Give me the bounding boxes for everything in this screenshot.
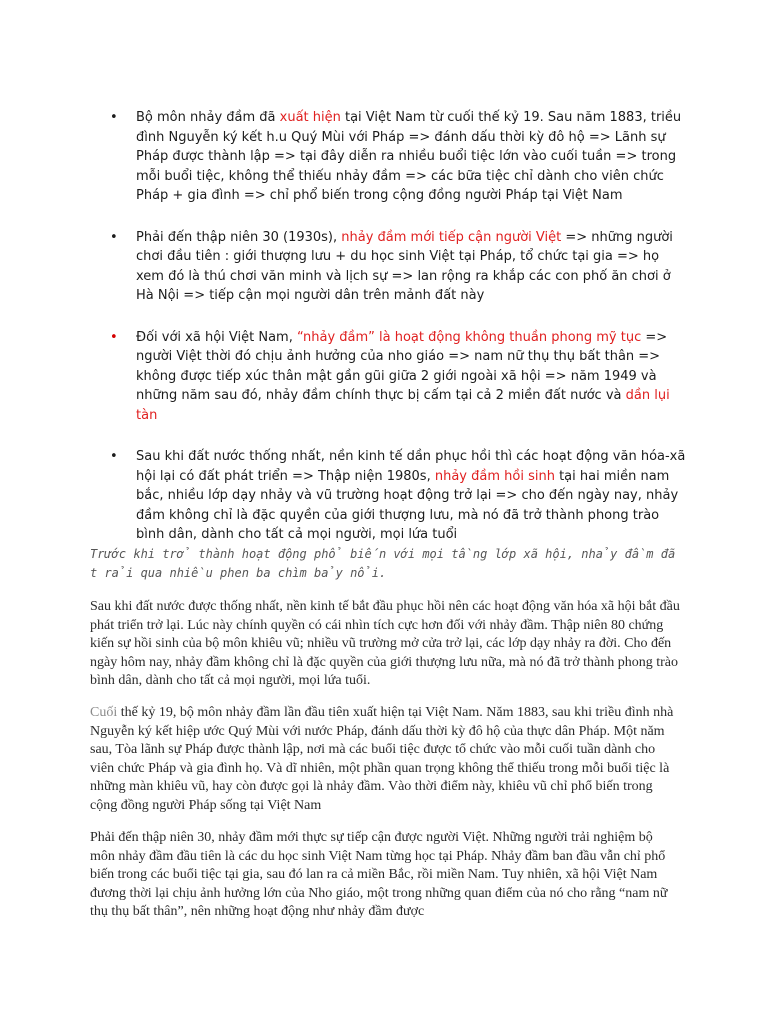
paragraph-text: thế kỷ 19, bộ môn nhảy đầm lần đầu tiên xuất hiện tại Việt Nam. Năm 1883, sau khi triều đình nhà Nguyễn ký kết hiệp ước Quý Mùi với nước Pháp, đánh dấu thời kỳ đô hộ của thực dân Pháp. Một năm sau, Tòa lãnh sự Pháp được thành lập, nơi mà các buổi tiệc được tổ chức vào mỗi cuối tuần dành cho viên chức Pháp và gia đình họ. Và dĩ nhiên, một phần quan trọng không thể thiếu trong mỗi buổi tiệc là những màn khiêu vũ, hay còn được gọi là nhảy đầm. Vào thời điểm này, khiêu vũ chỉ phổ biến trong cộng đồng người Pháp sống tại Việt Nam [90, 705, 674, 813]
paragraph-text: Phải đến thập niên 30, nhảy đầm mới thực sự tiếp cận được người Việt. Những người trải nghiệm bộ môn nhảy đầm đầu tiên là các du học sinh Việt Nam từng học tại Pháp. Nhảy đầm ban đầu vẫn chỉ phổ biến trong các buổi tiệc tại gia, sau đó lan ra cả miền Bắc, rồi miền Nam. Tuy nhiên, xã hội Việt Nam đương thời lại chịu ảnh hưởng lớn của Nho giáo, một trong những quan điểm của nó cho rằng “nam nữ thụ thụ bất thân”, nên những hoạt động như nhảy đầm được [90, 830, 668, 919]
bullet-item [110, 447, 690, 545]
paragraph-text: Sau khi đất nước được thống nhất, nền kinh tế bắt đầu phục hồi nên các hoạt động văn hóa xã hội bắt đầu phát triển trở lại. Lúc này chính quyền có cái nhìn tích cực hơn đối với nhảy đầm. Thập niên 80 chứng kiến sự hồi sinh của bộ môn khiêu vũ; nhiều vũ trường mở cửa trở lại, các lớp dạy nhảy ra đời. Cho đến ngày hôm nay, nhảy đầm không chỉ là đặc quyền của giới thượng lưu nữa, mà nó đã trở thành phong trào bình dân, dành cho tất cả mọi người, mọi lứa tuổi. [90, 599, 680, 688]
bullet-text: Đối với xã hội Việt Nam, “nhảy đầm” là hoạt động không thuần phong mỹ tục => người Việt thời đó chịu ảnh hưởng của nho giáo => nam nữ thụ thụ bất thân => không được tiếp xúc thân mật gần gũi giữa 2 giới ngoài xã hội => năm 1949 và những năm sau đó, nhảy đầm chính thực bị cấm tại cả 2 miền đất nước và dần lụi tàn [136, 329, 670, 423]
bullet-list [110, 108, 690, 567]
bullet-text: Phải đến thập niên 30 (1930s), nhảy đầm mới tiếp cận người Việt => những người chơi đầu tiên : giới thượng lưu + du học sinh Việt tại Pháp, tổ chức tại gia => họ xem đó là thú chơi văn minh và lịch sự => lan rộng ra khắp các con phố ăn chơi ở Hà Nội => tiếp cận mọi người dân trên mảnh đất này [136, 229, 673, 303]
bullet-dot-icon: • [110, 110, 118, 125]
bullet-item [110, 328, 690, 426]
italic-note: Trước khi trở thành hoạt động phổ biến với mọi tầng lớp xã hội, nhảy đầm đã t rải qua nhiều phen ba chìm bảy nổi. [90, 547, 676, 580]
bullet-text: Bộ môn nhảy đầm đã xuất hiện tại Việt Nam từ cuối thế kỷ 19. Sau năm 1883, triều đình Nguyễn ký kết h.u Quý Mùi với Pháp => đánh dấu thời kỳ đô hộ => Lãnh sự Pháp được thành lập => tại đây diễn ra nhiều buổi tiệc lớn vào cuối tuần => trong mỗi buổi tiệc, không thể thiếu nhảy đầm => các bữa tiệc chỉ dành cho viên chức Pháp + gia đình => chỉ phổ biến trong cộng đồng người Pháp tại Việt Nam [136, 110, 682, 203]
paragraph-lead: Cuối [90, 705, 118, 720]
bullet-dot-icon: • [110, 229, 118, 245]
bullet-dot-icon: • [110, 449, 118, 464]
bullet-item [110, 228, 690, 306]
paragraph [90, 598, 680, 691]
paragraph [90, 829, 680, 922]
bullet-item [110, 108, 690, 206]
paragraph [90, 704, 680, 815]
bullet-text: Sau khi đất nước thống nhất, nền kinh tế dần phục hồi thì các hoạt động văn hóa-xã hội lại có đất phát triển => Thập niện 1980s, nhảy đầm hồi sinh tại hai miền nam bắc, nhiều lớp dạy nhảy và vũ trường hoạt động trở lại => cho đến ngày nay, nhảy đầm không chỉ là đặc quyền của giới thượng lưu, mà nó đã trở thành phong trào bình dân, dành cho tất cả mọi người, mọi lứa tuổi [136, 449, 686, 542]
bullet-dot-icon: • [110, 329, 118, 345]
